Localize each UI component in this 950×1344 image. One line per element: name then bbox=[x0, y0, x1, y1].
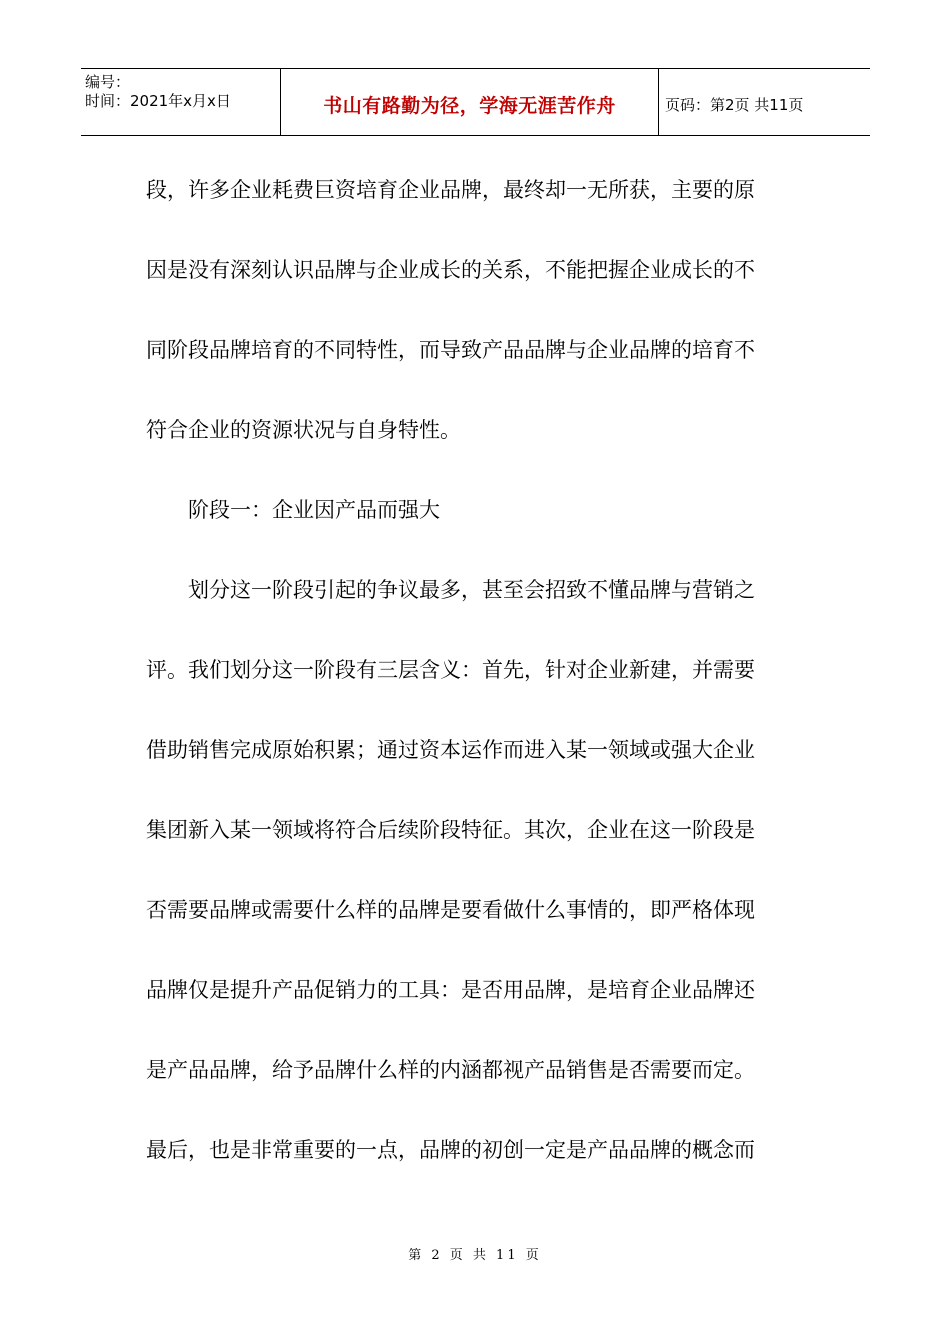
body-line: 评。我们划分这一阶段有三层含义：首先，针对企业新建，并需要 bbox=[146, 658, 755, 682]
body-line: 品牌仅是提升产品促销力的工具：是否用品牌，是培育企业品牌还 bbox=[146, 978, 755, 1002]
header-motto: 书山有路勤为径，学海无涯苦作舟 bbox=[323, 94, 616, 117]
section-heading: 阶段一：企业因产品而强大 bbox=[188, 498, 440, 522]
body-line: 是产品品牌，给予品牌什么样的内涵都视产品销售是否需要而定。 bbox=[146, 1058, 755, 1082]
body-line: 最后，也是非常重要的一点，品牌的初创一定是产品品牌的概念而 bbox=[146, 1138, 755, 1162]
page-header bbox=[81, 68, 870, 136]
body-line: 因是没有深刻认识品牌与企业成长的关系，不能把握企业成长的不 bbox=[146, 258, 755, 282]
header-meta-cell bbox=[81, 69, 281, 135]
header-page-cell bbox=[659, 69, 870, 135]
document-number-label: 编号： bbox=[85, 73, 131, 91]
body-line: 否需要品牌或需要什么样的品牌是要看做什么事情的，即严格体现 bbox=[146, 898, 755, 922]
footer-page-number: 第 2 页 共 11 页 bbox=[408, 1248, 542, 1263]
body-line: 借助销售完成原始积累；通过资本运作而进入某一领域或强大企业 bbox=[146, 738, 755, 762]
document-time-label: 时间：2021年x月x日 bbox=[85, 92, 231, 110]
page-footer bbox=[0, 1244, 950, 1263]
body-line: 集团新入某一领域将符合后续阶段特征。其次，企业在这一阶段是 bbox=[146, 818, 755, 842]
body-line: 同阶段品牌培育的不同特性，而导致产品品牌与企业品牌的培育不 bbox=[146, 338, 755, 362]
header-motto-cell bbox=[281, 69, 659, 135]
body-line: 段，许多企业耗费巨资培育企业品牌，最终却一无所获，主要的原 bbox=[146, 178, 755, 202]
header-page-info: 页码：第2页 共11页 bbox=[665, 95, 804, 114]
body-line: 符合企业的资源状况与自身特性。 bbox=[146, 418, 461, 442]
document-body bbox=[146, 150, 806, 1190]
body-line: 划分这一阶段引起的争议最多，甚至会招致不懂品牌与营销之 bbox=[188, 578, 755, 602]
